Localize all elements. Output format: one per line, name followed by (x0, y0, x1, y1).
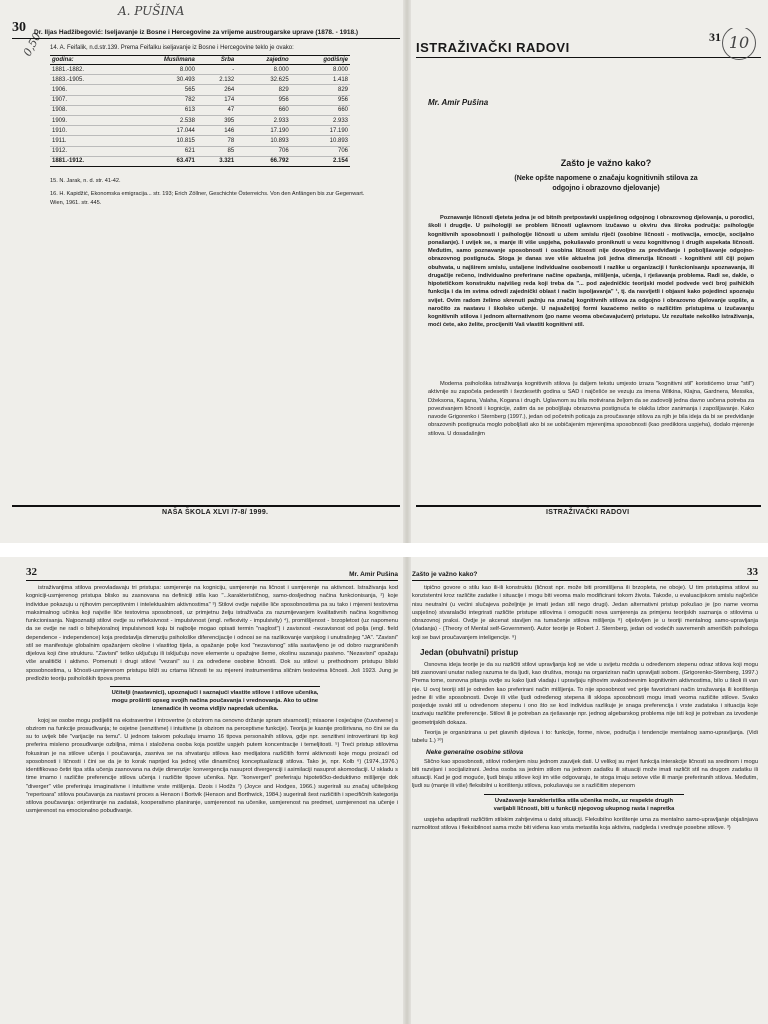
table-cell: 10.893 (291, 136, 350, 146)
article-title: Zašto je važno kako? (560, 158, 652, 168)
table-cell: 17.190 (291, 126, 350, 136)
page-number: 31 (709, 30, 721, 44)
body-paragraph: uspjeha adaptirati različitim stilskim zahtjevima u datoj situaciji. Fleksibilno korištenje uma za mentalno samo-upravljanje objašnjava razmolitost stilova i fleksibilnost sama može biti viđena kao vrsta metastila koja aktivira, nadgleda i vrednuje posebne stilove. ³) (412, 816, 758, 832)
table-cell: 32.625 (236, 75, 290, 85)
table-cell: 10.893 (236, 136, 290, 146)
table-cell: 146 (197, 126, 236, 136)
page-30-header (12, 20, 400, 39)
table-cell: 706 (236, 146, 290, 156)
table-cell: 1911. (50, 136, 125, 146)
running-head: Zašto je važno kako? (412, 571, 478, 578)
article-body (428, 380, 754, 440)
running-head: Mr. Amir Pušina (349, 571, 398, 578)
table-cell: 956 (291, 95, 350, 105)
page-number: 30 (12, 20, 26, 35)
footer-rule (12, 505, 400, 507)
table-cell: 1.418 (291, 75, 350, 85)
table-cell: 17.190 (236, 126, 290, 136)
table-cell: 2.933 (291, 115, 350, 125)
table-cell: 829 (291, 85, 350, 95)
article-subtitle: odgojno i obrazovno djelovanje) (552, 184, 660, 192)
table-cell: 1883.-1905. (50, 75, 125, 85)
table-cell: 264 (197, 85, 236, 95)
table-cell: 706 (291, 146, 350, 156)
table-row (50, 95, 350, 105)
section-title: ISTRAŽIVAČKI RADOVI (416, 40, 570, 55)
article-author: Mr. Amir Pušina (428, 98, 489, 107)
table-cell: 8.000 (291, 65, 350, 75)
table-row (50, 126, 350, 136)
table-cell: 2.933 (236, 115, 290, 125)
pull-quote: Uvažavanje karakteristika stila učenika može, uz respekte drugih varijabli ličnosti, biti u funkciji njegovog ukupnog rasta i napretka (484, 794, 684, 813)
running-head: Dr. Iljas Hadžibegović: Iseljavanje iz Bosne i Hercegovine za vrijeme austrougarske uprave (1878. - 1918.) (34, 29, 359, 36)
table-cell: 85 (197, 146, 236, 156)
scan-fold (0, 543, 768, 557)
table-cell: 78 (197, 136, 236, 146)
table-cell: 2.538 (125, 115, 197, 125)
table-cell: 621 (125, 146, 197, 156)
page-30 (12, 20, 400, 520)
table-row (50, 75, 350, 85)
table-cell: 956 (236, 95, 290, 105)
table-cell: 660 (291, 105, 350, 115)
table-cell: 395 (197, 115, 236, 125)
table-cell: 613 (125, 105, 197, 115)
table-cell: - (197, 65, 236, 75)
table-cell: 1908. (50, 105, 125, 115)
page-31 (416, 28, 761, 525)
table-cell: 3.321 (197, 156, 236, 166)
table-cell: 30.493 (125, 75, 197, 85)
page-32-body-continued (26, 717, 398, 816)
article-subtitle: (Neke opšte napomene o značaju kognitivnih stilova za (514, 175, 698, 182)
table-row (50, 115, 350, 125)
table-row (50, 85, 350, 95)
table-total-row (50, 156, 350, 166)
table-row (50, 146, 350, 156)
table-header-row (50, 56, 350, 65)
page-32 (26, 566, 398, 1024)
table-header-cell: Muslimana (125, 56, 197, 65)
body-paragraph: kojoj se osobe mogu podijeliti na ekstravertne i introvertne (s obzirom na cenovno držanje spram stvarnosti); misaone i osjećajne (čuvstvene) s obzirom na funkcije prosuđivanja; te osjetne (senzitivne) i intuitivne (s obzirom na perceptivne funkcije). Teorija je kasnije proširivana, no čini se da su to uvijek bile "varijacije na temu". U jednom takvom pokušaju imamo 16 tipova personalnih stilova, gdje npr. senzitivni introvertirani tip koji preferira misleno prosuđivanje ozbiljna, mirna i staložena osoba koja postiže uspjeh putem koncentracije i temeljitosti. ⁵) Treći pristup stilovima fokusiran je na stilove učenja i poučavanja, zasniva se na shvatanju stilova kao medijatora različitih formi aktivnosti koje mogu proizaći od sposobnosti i ličnosti i čini se da je to korak naprijed ka jednoj više dinamičnoj konceptualizaciji stilova. Tako je, npr. Kolb ⁶) (1974.,1976.) identifikovao četiri tipa stila učenja zasnovana na dvije dimenzije: konvergencija nasuprot divergenciji i asimilaciji nasuprot akomodaciji. U skladu s time imamo i različite preferencije stilova učenja i različite tipove učenika. Npr. "konvergeri" preferiraju hipotetičko-deduktivno mišljenje dok "diverger" više preferiraju imaginativne i intuitivne vrste mišljenja. Dzois i Hodžs ⁷) (Joyce and Hodges, 1966.) sugerirali su značaj učiteljskog "repertoara" stilova poučavanja za nastavni proces a Henson i Bortvik (Henson and Borthwick, 1984.) sugerirali šest različitih i specifičnih kategorija stilova poučavanja: orijentiranje na zadatak, kooperativno planiranje, usmjerenost na učenike, usmjerenost na predmet, usmjerenost na učenje i usmjerenost na emocionalno pobuđivanje. (26, 717, 398, 815)
table-cell: 2.132 (197, 75, 236, 85)
handwritten-author-note: A. PUŠINA (118, 4, 185, 18)
body-paragraph: Osnovna ideja teorije je da su različiti stilovi upravljanja koji se vide u svijetu možda u određenom stepenu odraz stilova koji mogu biti zasnovani unutar našeg razuma te da ljudi, kao društva, moraju na organiziran način upravljati sobom. (Grigorenko-Sternberg, 1997.) Prema tome, osnovna pitanja ovdje su kako ljudi vladaju i upravljaju njihovim svakodnevnim kognitivnim aktivnostima, bilo u školi ili van nje. U ovoj teoriji stil je određen kao preferirani način mišljenja. To nije sposobnost već prije favorizirani način izražavanja ili korištenja jedne ili više sposobnosti. Dvoje ili više ljudi određenog stepena ili sklopa sposobnosti mogu imati veoma različite stilove. Svako posjeduje svaki stil u određenom stepenu i ono što se kod individua razlikuje je snaga preferencija i vrste zadataka i situacija koje izazivaju različite preferencije. Stilovi ili je potreban za rješavanje npr. jednog algebarskog problema nije isti koji je potreban za izvođenje geometrijskih dokaza. (412, 661, 758, 726)
table-cell: 66.792 (236, 156, 290, 166)
page-33-header (412, 566, 758, 581)
table-cell: 829 (236, 85, 290, 95)
body-paragraph: Moderna psihološka istraživanja kognitivnih stilova (u daljem tekstu umjesto izraza "kognitivni stil" koristićemo izraz "stil") aktivnije su započela pedesetih i šezdesetih godina u SAD i najčešće se vezuju za imena Witkina, Klajna, Gardnera, Messika, Džeksona, Kagana, Valaha, Kogana i drugih. Uglavnom su bila motivirana željom da se zadovolji jedna davno uočena potreba za povezivanjem ličnosti i kognicije, zatim da se poboljšaju obrazovna postignuća te olakša izbor zanimanja i zapošljavanje. Kako navode Grigorenko i Sternberg (1997.), jedan od početnih poticaja za proučavanje stilova za njih je bila ideja da bi se predviđanje obrazovnih postignuća moglo poboljšati ako bi se uobičajenim mjerenjima sposobnosti (kao prediktora uspjeha), dodalo mjerenje stilova. U dosadašnjim (428, 381, 754, 437)
article-abstract (428, 214, 754, 332)
body-paragraph: Teorija je organizirana u pet glavnih dijelova i to: funkcije, forme, nivoe, područja i tendencije mentalnog samo-upravljanja. (Vidi tabelu 1.) ¹⁰) (412, 729, 758, 745)
table-cell: 1881.-1912. (50, 156, 125, 166)
table-cell: 782 (125, 95, 197, 105)
table-cell: 17.044 (125, 126, 197, 136)
table-cell: 1907. (50, 95, 125, 105)
table-cell: 8.000 (125, 65, 197, 75)
table-cell: 1881.-1882. (50, 65, 125, 75)
table-cell: 63.471 (125, 156, 197, 166)
page-32-header (26, 566, 398, 581)
page-number: 32 (26, 566, 37, 578)
emigration-table (50, 55, 350, 167)
page-footer: NAŠA ŠKOLA XLVI /7-8/ 1999. (162, 509, 269, 516)
footnote: 15. N. Jarak, n. d. str. 41-42. (50, 177, 121, 184)
table-row (50, 65, 350, 75)
page-footer: ISTRAŽIVAČKI RADOVI (546, 509, 630, 516)
circled-page-mark: 10 (722, 28, 756, 60)
page-32-body (26, 584, 398, 683)
page-33-body-2 (412, 661, 758, 746)
book-gutter (403, 0, 411, 1024)
footnotes (50, 177, 380, 207)
table-row (50, 136, 350, 146)
page-33-body-4 (412, 816, 758, 833)
table-cell: 10.815 (125, 136, 197, 146)
table-header-cell: godišnje (291, 56, 350, 65)
body-paragraph: Slično kao sposobnosti, stilovi rođenjem nisu jednom zauvijek dati. U velikoj su mjeri funkcija interakcije ličnosti sa sredinom i mogu biti razvijani i socijalizirani. Jedna osoba sa jednim stilom na jednom zadatku ili situaciji može imati različit stil na drugom zadatku ili situaciji. Kad je god moguće, ljudi biraju stilove koji im više odgovaraju, te stoga imaju setove više ili manje preferiranih stilova. Međutim, ljudi su (manje ili više) fleksibilni u korištenju stilova, pokušavaju se s različitim stepenom (412, 758, 758, 790)
abstract-paragraph: Poznavanje ličnosti djeteta jedna je od bitnih pretpostavki uspješnog odgojnog i obrazovnog djelovanja, u porodici, školi i drugdje. U psihologiji se problem ličnosti uglavnom izučavao u okviru dva široka područja: psihologije kognitivnih sposobnosti i psihologije ličnosti u užem smislu riječi (osobine ličnosti - motivacija, emocije, socijalno ponašanje). I uvijek se, s manje ili više uspjeha, pokušavalo proniknuti u vezu kognitivnog i drugih aspekata ličnosti. Međutim, samo poznavanje sposobnosti i osobina ličnosti nije dovoljno za predviđanje i poboljšavanje odgojno-obrazovnog postignuća. Stoga je danas sve više aktuelna još jedna dimenzija ličnosti - kognitivni stil čiji pojam obuhvata, u najširem smislu, ustaljene individualne osobenosti i razlike u organizaciji i funkcionisanju spoznavanja, ili drugačije rečeno, individualno preferirane načine opažanja, mišljenja, učenja, i rješavanja problema. Radi se, dakle, o hipotetičkom konstruktu najvišeg reda koji treba da "... pod zajedničkic teorijski model podvede veći broj psihičkih funkcija i da im svima odredi zajednički oblast i način ispoljavanja" ¹, tj. da rasvijetli i objasni kako pojedinci spoznaju svijet. Ovim radom želimo skrenuti pažnju na značaj kognitivnih stilova za odgojno i obrazovno djelovanje uopšte, a naročito za nastavu i školsko učenje. U najsažetijoj formi kazaćemo nešto o različitim pristupima u izučavanju kognitivnih stilova i jednom alternativnom (po name veoma obećavajućem) pristupu. Uz rezultate nekoliko istraživanja, moći ćete, ako želite, procijeniti Vaš vlastiti kognitivni stil. (428, 215, 754, 329)
page-33-body-3 (412, 758, 758, 791)
table-cell: 47 (197, 105, 236, 115)
table-cell: 8.000 (236, 65, 290, 75)
table-cell: 1912. (50, 146, 125, 156)
table-cell: 1909. (50, 115, 125, 125)
body-paragraph: istraživanjima stilova preovladavaju tri pristupa: usmjerenje na kogniciju, usmjerenje na ličnost i usmjerenje na aktivnost. Istraživanja kod kogniciji-usmjerenog pristupa blisko su zasnovana na definiciji stila kao "...karakterističnog, samo-dosljednog načina funkcionisanja, ²) koje individue pokazuju u njihovim perceptivnim i intelektualnim aktivnostima" ³) Stilovi ovdje najviše liče sposobnostima pa su tako i mjereni testovima maksimalnog učinka koji najviše liče testovima sposobnosti, uz primjetnu želju istraživača za razumijevanjem kvalitativnih načina kognitivnog funkcionisanja. Najpoznatiji stilovi ovdje su refleksivnost - impulsivnost (engl. reflexivity - impulsivity) ⁴), promišljenost - brzopletost (uz napomenu da se ovdje ne radi o bihejvioralnoj impulsivnosti koju bi najbolje mogao opisati termin "naglost") i zavisnost -nezavisnost od polja (engl. field dependence - independence) koja predstavlja dimenziju psihološke diferencijacije i odnosi se na razlikovanje vanjskog i unutrašnjeg "JA". "Zavisni" stil se manifestuje globalnim opažanjem okoline i vlastitog tijela, a opažanje polje kod "nezavisnog" stila sastavljeno je od dobro razgraničenih dijelova koji čine strukturu. "Zavisni" teško uključuju ili isključuju nove elemente u opažajne šeme, okolinu sazanaju pasivno. "Nezavisni" opažaju više analitički i aktivno. Pomenuti i drugi stilovi "vezani" su i za određene osobine ličnosti. Dok su stilovi u prethodnom pristupu bliski sposobnostima, u ličnosti-usmjerenom pristupu bliži su crtama ličnosti te su mjereni instrumentima sličnim testovima ličnosti. Još 1923. Jung je predložio teoriju psiholoških tipova prema (26, 585, 398, 682)
table-cell: 565 (125, 85, 197, 95)
section-heading: Jedan (obuhvatni) pristup (420, 647, 519, 657)
table-header-cell: Srba (197, 56, 236, 65)
footnote: 16. H. Kapidžić, Ekonomska emigracija... str. 193; Erich Zöllner, Geschichte Österreichs. Von den Anfängen bis zur Gegenwart. Wien, 1961. str. 445. (50, 191, 365, 206)
page-33 (412, 566, 758, 1024)
article-heading (456, 158, 756, 194)
subsection-heading: Neke generalne osobine stilova (426, 748, 524, 756)
table-row (50, 105, 350, 115)
footer-rule (416, 505, 761, 507)
table-caption: 14. A. Feifalik, n.d.str.139. Prema Feifalku iseljavanje iz Bosne i Hercegovine teklo je ovako: (50, 45, 294, 51)
page-31-header (416, 28, 761, 58)
table-cell: 1906. (50, 85, 125, 95)
table-header-cell: godina: (50, 56, 125, 65)
body-paragraph: tipično govore o stilu kao ili-ili konstruktu (ličnost npr. može biti promišljena ili brzopleta, ne oboje). U tim pristupima stilovi su konzistentni kroz različite zadatke i situacije i mogu biti veoma malo modificirani tokom života. Takođe, u evaluacijskom smislu najčešće nisu neutralni (u većini slučajeva poželjnije je imati jedan stil nego drugi). Jedan alternativni pristup pokušao je (po name veoma uspješno) stvaralački integrirati različite pristupe stilovima i omogućiti nova usmjerenja za primjenu teorijskih saznanja o stilovima u obrazovnoj praksi. Ovdje je akcenat stavljen na tumačenje stilova mišljenja ⁸) otjelovljen je u teoriji mentalnog samo-upravljanja (vladanja) - (Theory of Mental self-Government). Autor teorije je Robert J. Sternberg, jedan od vodećih savremenih američkih psihologa koji se bavi proučavanjem inteligencije. ⁹) (412, 585, 758, 641)
table-cell: 660 (236, 105, 290, 115)
table-cell: 2.154 (291, 156, 350, 166)
table-header-cell: zajedno (236, 56, 290, 65)
pull-quote: Učitelji (nastavnici), upoznajući i saznajući vlastite stilove i stilove učenika, mogu proširiti opseg svojih načina poučavanja i vrednovanja. Ako to učine iznenadiće ih veoma vidljiv napredak učenika. (110, 686, 320, 713)
table-body (50, 65, 350, 167)
page-33-body (412, 584, 758, 642)
page-number: 33 (747, 566, 758, 578)
handwritten-margin-note: 0,50 (20, 30, 44, 59)
table-cell: 1910. (50, 126, 125, 136)
table-cell: 174 (197, 95, 236, 105)
